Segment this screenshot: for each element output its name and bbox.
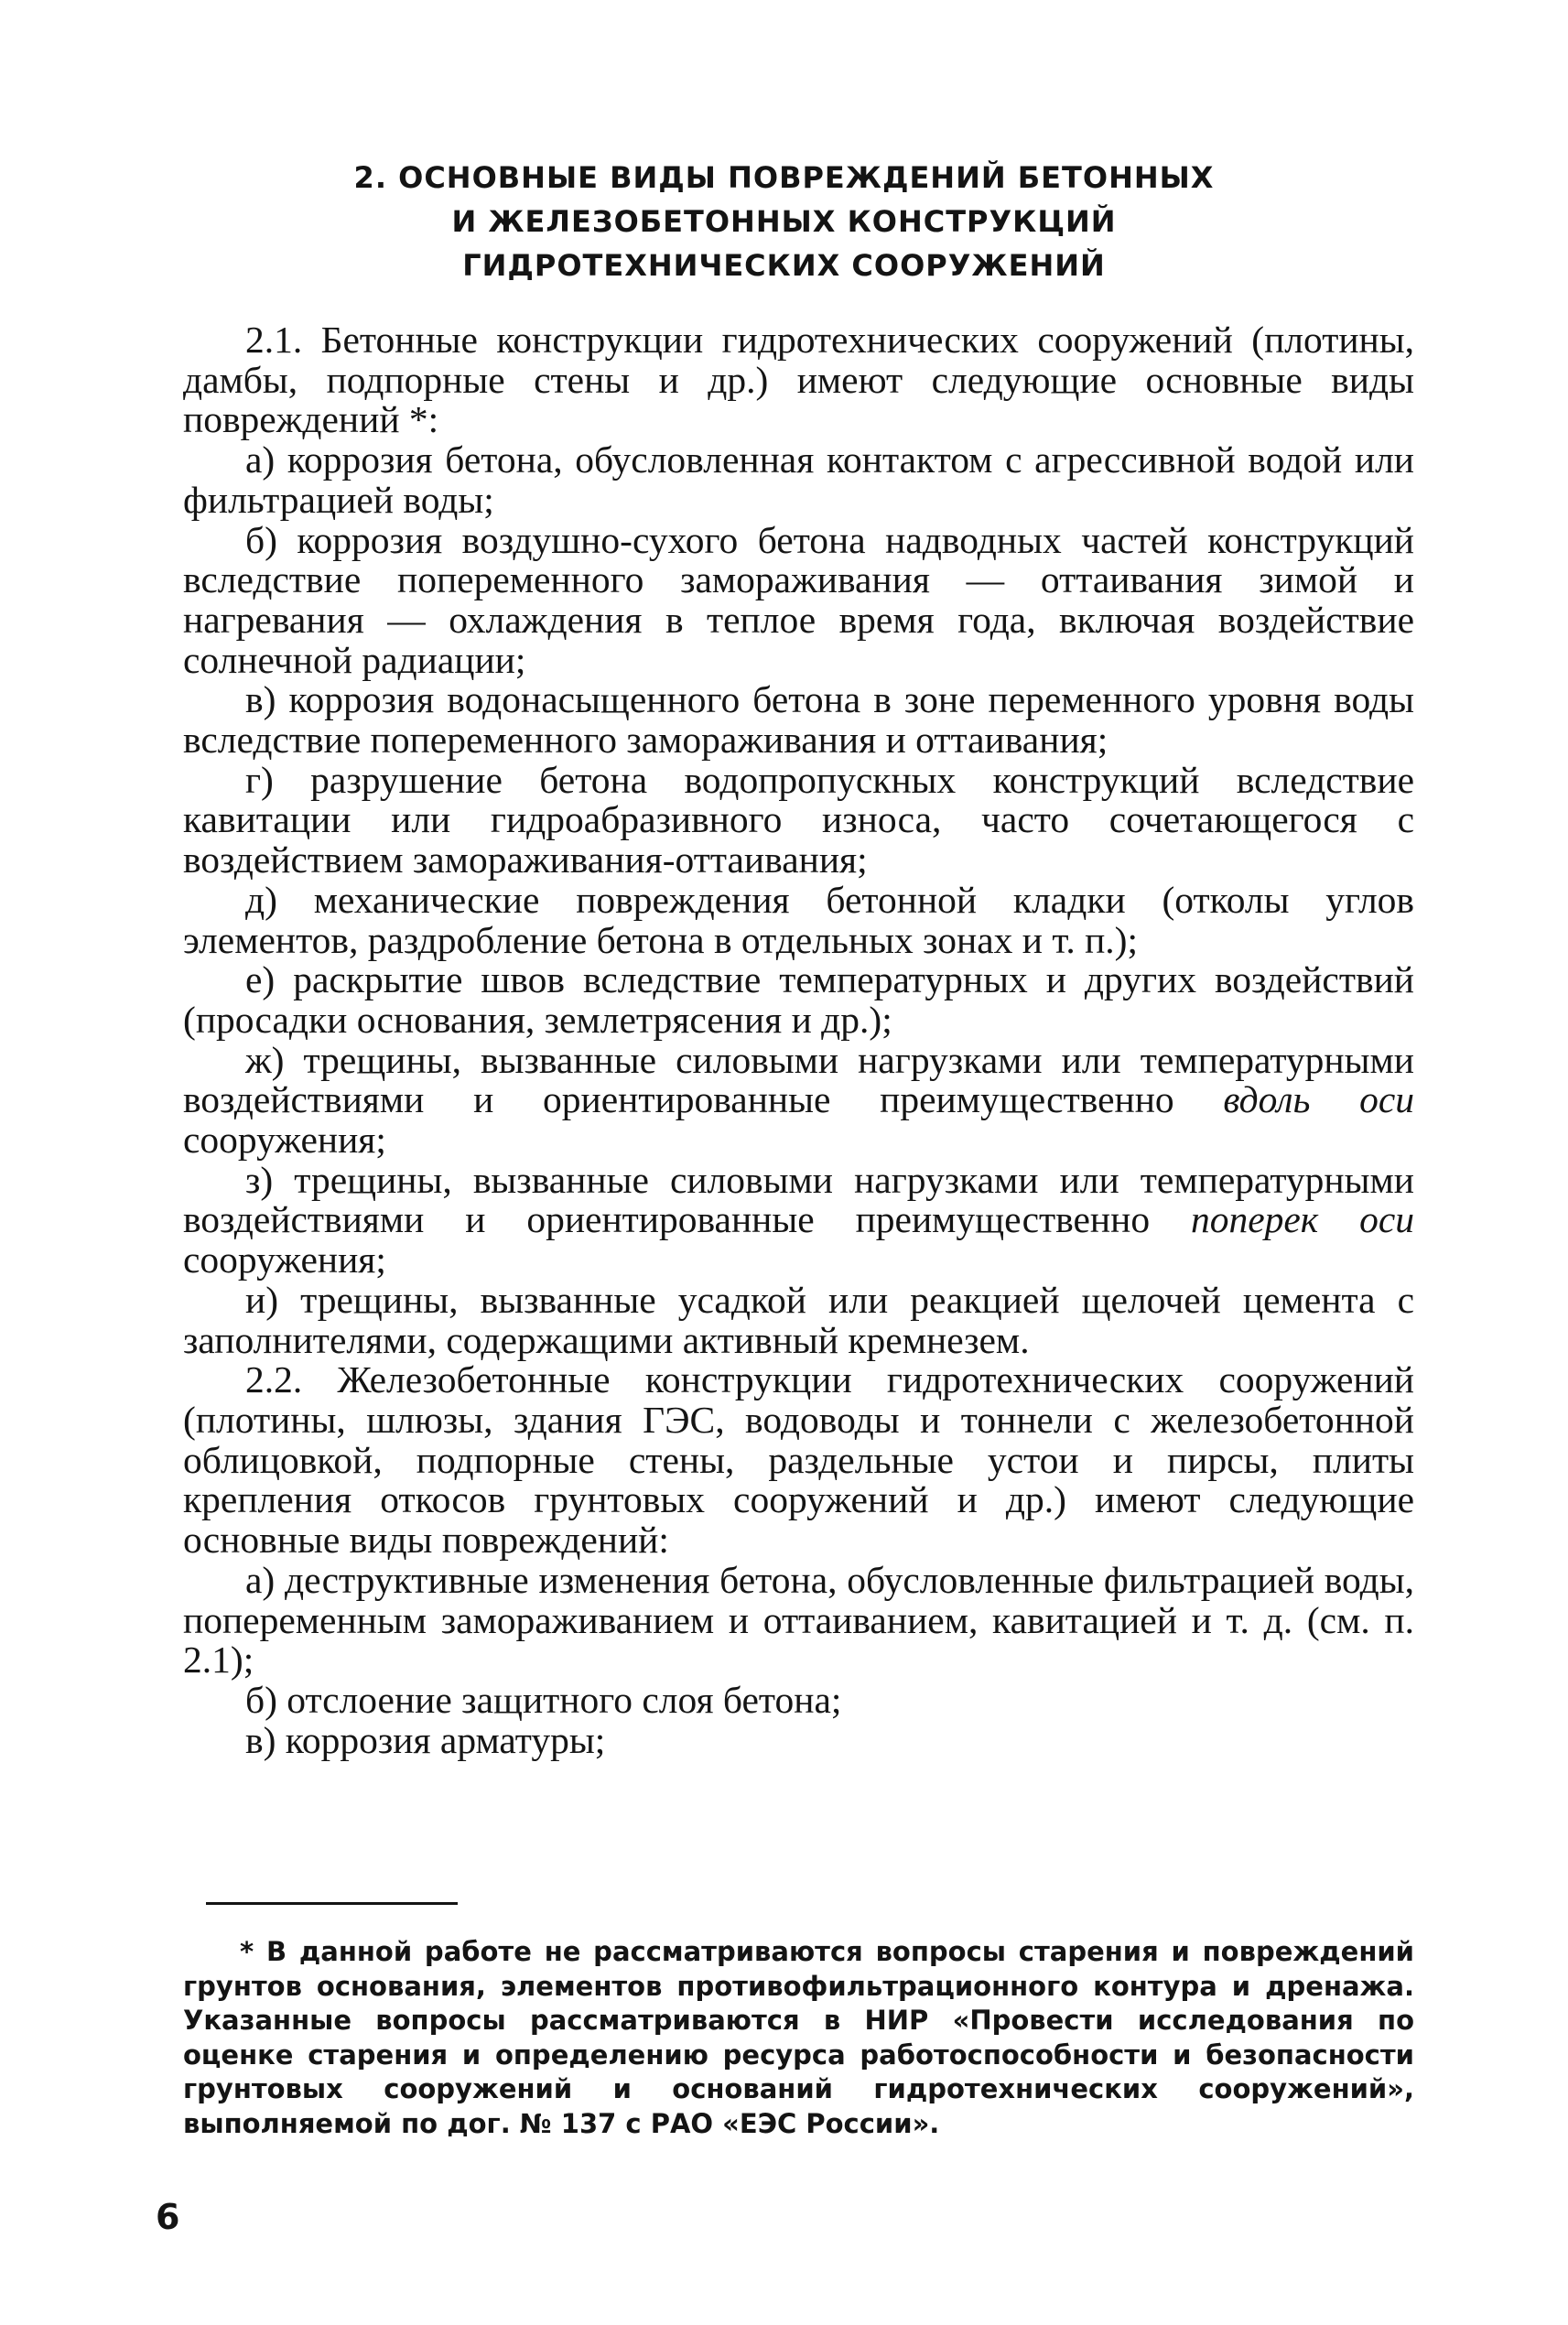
paragraph-2-2-intro: 2.2. Железобетонные конструкции гидротехнических сооружений (плотины, шлюзы, здания ГЭС, водоводы и тоннели с железобетонной облицовкой, подпорные стены, раздельные устои и пирсы, плиты крепления откосов грунтовых сооружений и др.) имеют следующие основные виды повреждений:: [183, 1358, 1414, 1562]
footnote: [183, 1935, 1414, 2141]
list-item-2-2-v: в) коррозия арматуры;: [245, 1718, 606, 1761]
list-item-2-1-g: г) разрушение бетона водопропускных конструкций вследствие кавитации или гидроабразивного износа, часто сочетающегося с воздействием замораживания-оттаивания;: [183, 758, 1414, 881]
list-item-2-1-a: а) коррозия бетона, обусловленная контактом с агрессивной водой или фильтрацией воды;: [183, 438, 1414, 521]
section-heading: [146, 156, 1422, 287]
paragraph-2-1-intro: 2.1. Бетонные конструкции гидротехнических сооружений (плотины, дамбы, подпорные стены и др.) имеют следующие основные виды повреждений *:: [183, 319, 1414, 441]
list-item-2-1-zh-emphasis: вдоль оси: [1223, 1078, 1414, 1121]
list-item-2-1-d: д) механические повреждения бетонной кладки (отколы углов элементов, раздробление бетона в отдельных зонах и т. п.);: [183, 878, 1414, 961]
footnote-text: * В данной работе не рассматриваются вопросы старения и повреждений грунтов основания, элементов противофильтрационного контура и дренажа. Указанные вопросы рассматриваются в НИР «Провести исследования по оценке старения и определению ресурса работоспособности и безопасности грунтовых сооружений и оснований гидротехнических сооружений», выполняемой по дог. № 137 с РАО «ЕЭС России».: [183, 1936, 1414, 2139]
footnote-separator: [206, 1902, 458, 1905]
list-item-2-1-zh-end: сооружения;: [183, 1119, 386, 1162]
list-item-2-1-i: и) трещины, вызванные усадкой или реакцией щелочей цемента с заполнителями, содержащими активный кремнезем.: [183, 1278, 1414, 1361]
page-number: 6: [156, 2197, 180, 2237]
list-item-2-1-b: б) коррозия воздушно-сухого бетона надводных частей конструкций вследствие попеременного замораживания — оттаивания зимой и нагревания — охлаждения в теплое время года, включая воздействие солнечной радиации;: [183, 518, 1414, 681]
heading-line-3: ГИДРОТЕХНИЧЕСКИХ СООРУЖЕНИЙ: [462, 248, 1106, 283]
list-item-2-2-b: б) отслоение защитного слоя бетона;: [245, 1678, 842, 1721]
list-item-2-1-e: е) раскрытие швов вследствие температурных и других воздействий (просадки основания, землетрясения и др.);: [183, 958, 1414, 1041]
list-item-2-1-z-emphasis: поперек оси: [1190, 1198, 1414, 1241]
heading-line-1: 2. ОСНОВНЫЕ ВИДЫ ПОВРЕЖДЕНИЙ БЕТОННЫХ: [353, 160, 1215, 195]
list-item-2-1-zh: [183, 1038, 1414, 1162]
list-item-2-1-zh-text: ж) трещины, вызванные силовыми нагрузками или температурными воздействиями и ориентированные преимущественно: [183, 1038, 1414, 1121]
list-item-2-1-v: в) коррозия водонасыщенного бетона в зоне переменного уровня воды вследствие попеременного замораживания и оттаивания;: [183, 678, 1414, 762]
list-item-2-2-a: а) деструктивные изменения бетона, обусловленные фильтрацией воды, попеременным замораживанием и оттаиванием, кавитацией и т. д. (см. п. 2.1);: [183, 1558, 1414, 1682]
body-text: [183, 320, 1414, 1760]
heading-line-2: И ЖЕЛЕЗОБЕТОННЫХ КОНСТРУКЦИЙ: [451, 204, 1117, 239]
list-item-2-1-z-text: з) трещины, вызванные силовыми нагрузками или температурными воздействиями и ориентированные преимущественно: [183, 1158, 1414, 1241]
list-item-2-1-z-end: сооружения;: [183, 1238, 386, 1281]
list-item-2-1-z: [183, 1158, 1414, 1281]
